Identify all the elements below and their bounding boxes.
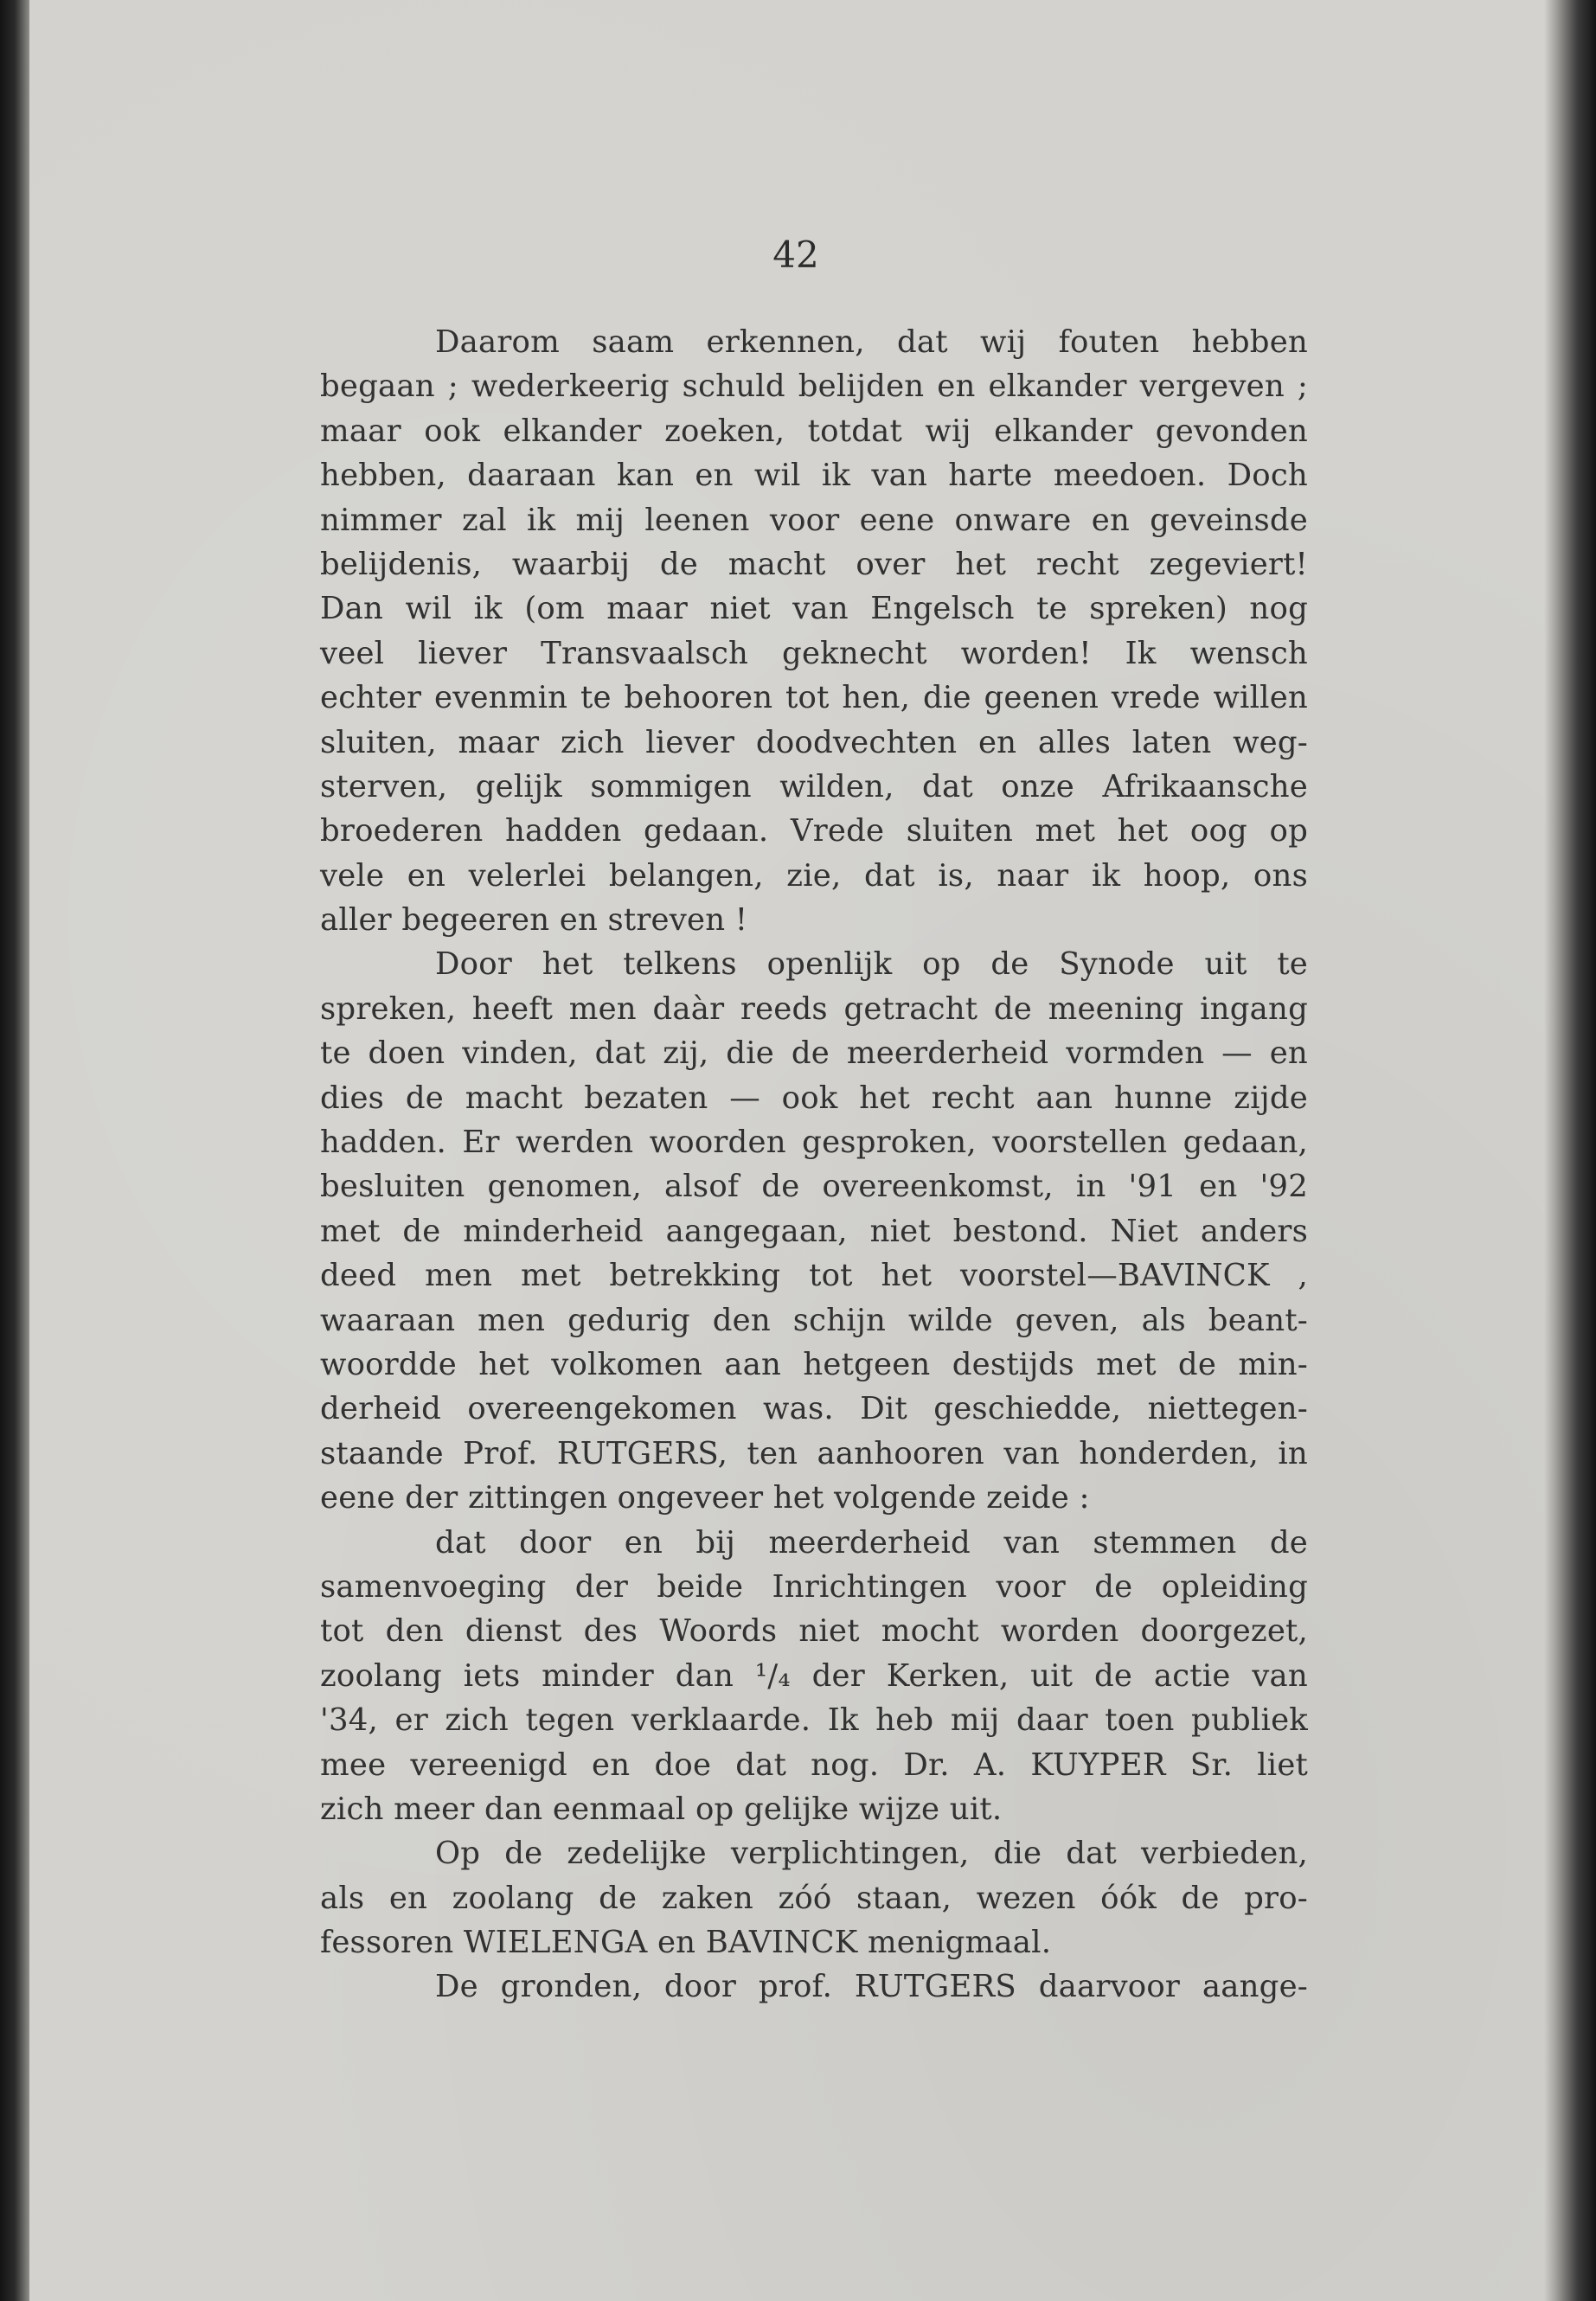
text-line: begaan ; wederkeerig schuld belijden en elkander vergeven ; bbox=[320, 369, 1308, 405]
text-line: eene der zittingen ongeveer het volgende zeide : bbox=[320, 1480, 1090, 1516]
text-line: vele en velerlei belangen, zie, dat is, naar ik hoop, ons bbox=[320, 857, 1308, 894]
text-line: staande Prof. RUTGERS, ten aanhooren van honderden, in bbox=[320, 1435, 1308, 1471]
text-line: sluiten, maar zich liever doodvechten en alles laten weg- bbox=[320, 724, 1308, 760]
text-line: Op de zedelijke verplichtingen, die dat verbieden, bbox=[435, 1836, 1308, 1872]
text-line: Door het telkens openlijk op de Synode uit te bbox=[435, 946, 1308, 983]
text-line: zich meer dan eenmaal op gelijke wijze uit. bbox=[320, 1791, 1003, 1827]
text-line: waaraan men gedurig den schijn wilde geven, als beant- bbox=[320, 1302, 1308, 1338]
text-line: fessoren WIELENGA en BAVINCK menigmaal. bbox=[320, 1925, 1052, 1961]
text-line: maar ook elkander zoeken, totdat wij elkander gevonden bbox=[320, 413, 1308, 449]
text-line: veel liever Transvaalsch geknecht worden! Ik wensch bbox=[320, 635, 1308, 671]
text-line: belijdenis, waarbij de macht over het recht zegeviert! bbox=[320, 546, 1308, 582]
text-line: De gronden, door prof. RUTGERS daarvoor aange- bbox=[435, 1969, 1308, 2005]
page-edge-right bbox=[1544, 0, 1596, 2301]
text-line: spreken, heeft men daàr reeds getracht de meening ingang bbox=[320, 990, 1308, 1027]
text-line: besluiten genomen, alsof de overeenkomst, in '91 en '92 bbox=[320, 1169, 1308, 1205]
text-line: te doen vinden, dat zij, die de meerderheid vormden — en bbox=[320, 1035, 1308, 1072]
text-line: zoolang iets minder dan ¹/₄ der Kerken, uit de actie van bbox=[320, 1657, 1308, 1694]
body-text bbox=[320, 320, 1308, 2009]
text-line: samenvoeging der beide Inrichtingen voor de opleiding bbox=[320, 1568, 1308, 1605]
text-line: broederen hadden gedaan. Vrede sluiten met het oog op bbox=[320, 813, 1308, 849]
text-line: '34, er zich tegen verklaarde. Ik heb mij daar toen publiek bbox=[320, 1702, 1308, 1739]
text-line: Daarom saam erkennen, dat wij fouten hebben bbox=[435, 324, 1308, 360]
text-line: nimmer zal ik mij leenen voor eene onware en geveinsde bbox=[320, 502, 1308, 538]
text-line: hebben, daaraan kan en wil ik van harte meedoen. Doch bbox=[320, 458, 1308, 494]
page-number: 42 bbox=[772, 234, 819, 276]
text-line: echter evenmin te behooren tot hen, die geenen vrede willen bbox=[320, 680, 1308, 716]
text-line: deed men met betrekking tot het voorstel—BAVINCK , bbox=[320, 1258, 1308, 1294]
page-edge-left bbox=[0, 0, 29, 2301]
text-line: mee vereenigd en doe dat nog. Dr. A. KUYPER Sr. liet bbox=[320, 1747, 1308, 1783]
text-line: aller begeeren en streven ! bbox=[320, 902, 748, 939]
text-line: dat door en bij meerderheid van stemmen de bbox=[435, 1524, 1308, 1561]
text-line: dies de macht bezaten — ook het recht aan hunne zijde bbox=[320, 1080, 1308, 1116]
text-line: woordde het volkomen aan hetgeen destijds met de min- bbox=[320, 1346, 1308, 1382]
text-line: hadden. Er werden woorden gesproken, voorstellen gedaan, bbox=[320, 1125, 1308, 1161]
text-line: sterven, gelijk sommigen wilden, dat onze Afrikaansche bbox=[320, 768, 1308, 804]
text-line: derheid overeengekomen was. Dit geschiedde, niettegen- bbox=[320, 1391, 1308, 1427]
text-line: Dan wil ik (om maar niet van Engelsch te spreken) nog bbox=[320, 591, 1308, 627]
text-line: als en zoolang de zaken zóó staan, wezen óók de pro- bbox=[320, 1880, 1308, 1916]
text-line: tot den dienst des Woords niet mocht worden doorgezet, bbox=[320, 1613, 1308, 1650]
text-line: met de minderheid aangegaan, niet bestond. Niet anders bbox=[320, 1213, 1308, 1249]
